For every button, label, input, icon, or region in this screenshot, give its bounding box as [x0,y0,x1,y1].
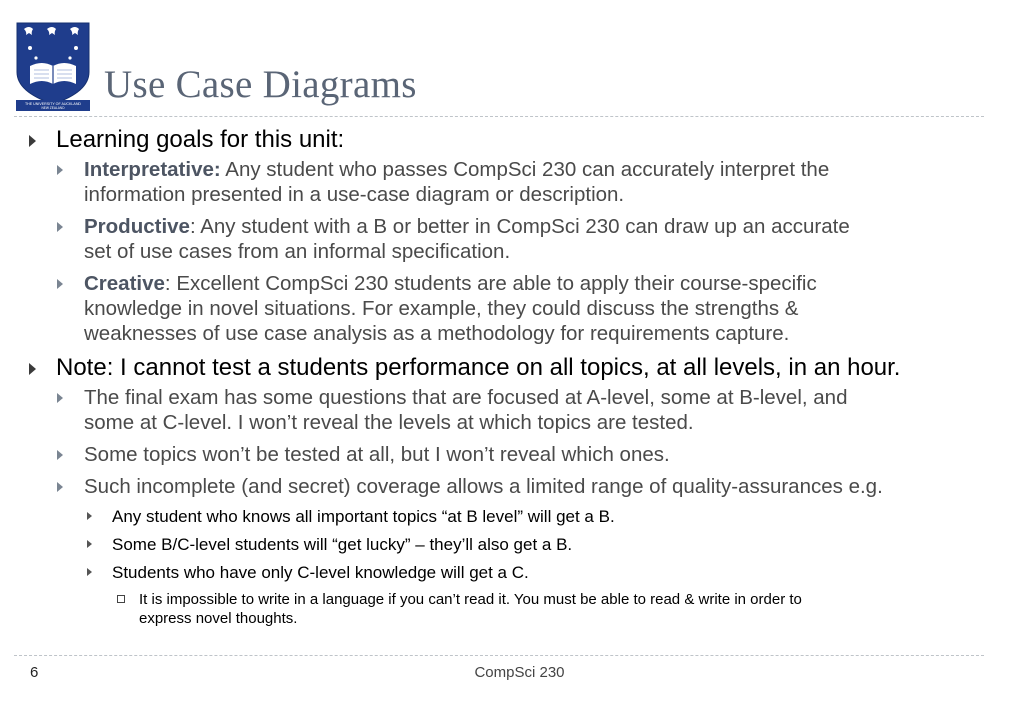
bullet-text: Note: I cannot test a students performance on all topics, at all levels, in an hour. [56,354,901,381]
bullet-text-continued: some at C-level. I won’t reveal the levels at which topics are tested. [84,411,694,434]
page-number: 6 [30,664,39,681]
page-title: Use Case Diagrams [104,63,417,106]
bullet-label: Productive [84,215,190,238]
bullet-note [26,353,1011,383]
triangle-bullet-icon [87,568,92,576]
title-divider [14,116,984,117]
bullet-learning-goals [26,125,1011,155]
bullet-creative [54,271,1011,346]
bullet-text-continued: knowledge in novel situations. For example, they could discuss the strengths & [84,297,799,320]
bullet-label: Interpretative: [84,158,221,181]
footer-course [0,664,1023,681]
bullet-text: It is impossible to write in a language if you can’t read it. You must be able to read & write in order to [139,591,802,608]
bullet-b-level [84,506,1011,527]
bullet-text: Students who have only C-level knowledge will get a C. [112,563,529,582]
bullet-text: Some topics won’t be tested at all, but I won’t reveal which ones. [84,443,670,466]
triangle-bullet-icon [57,482,63,492]
bullet-c-level [84,562,1011,583]
triangle-bullet-icon [57,450,63,460]
crest-caption-line2: NEW ZEALAND [41,106,65,111]
bullet-final-exam [54,385,1011,435]
triangle-bullet-icon [57,393,63,403]
bullet-text-continued: information presented in a use-case diagram or description. [84,183,625,206]
bullet-text: : Any student with a B or better in CompSci 230 can draw up an accurate [189,215,850,238]
bullet-impossible [113,590,1011,628]
triangle-bullet-icon [29,363,36,375]
crest-caption-line1: THE UNIVERSITY OF AUCKLAND [24,101,82,106]
bullet-text-continued: express novel thoughts. [139,610,298,627]
bullet-text-continued: set of use cases from an informal specification. [84,240,511,263]
triangle-bullet-icon [57,279,63,289]
triangle-bullet-icon [57,165,63,175]
bullet-label: Creative [84,272,165,295]
footer-divider [14,655,984,656]
slide-body [26,125,1011,628]
bullet-some-topics [54,442,1011,467]
bullet-interpretative [54,157,1011,207]
bullet-incomplete-coverage [54,474,1011,499]
bullet-text: The final exam has some questions that are focused at A-level, some at B-level, and [84,386,848,409]
course-name: CompSci 230 [474,664,565,681]
bullet-text-continued: weaknesses of use case analysis as a methodology for requirements capture. [84,322,790,345]
bullet-text: Such incomplete (and secret) coverage allows a limited range of quality-assurances e.g. [84,475,883,498]
bullet-text: : Excellent CompSci 230 students are able to apply their course-specific [164,272,817,295]
triangle-bullet-icon [87,540,92,548]
bullet-productive [54,214,1011,264]
square-bullet-icon [117,595,125,603]
bullet-text: Learning goals for this unit: [56,126,345,153]
bullet-get-lucky [84,534,1011,555]
triangle-bullet-icon [57,222,63,232]
bullet-text: Any student who knows all important topics “at B level” will get a B. [112,507,615,526]
crest-graphic [14,20,92,112]
university-crest-icon [14,20,92,112]
bullet-text: Some B/C-level students will “get lucky” – they’ll also get a B. [112,535,573,554]
triangle-bullet-icon [29,135,36,147]
bullet-text: Any student who passes CompSci 230 can accurately interpret the [220,158,830,181]
triangle-bullet-icon [87,512,92,520]
